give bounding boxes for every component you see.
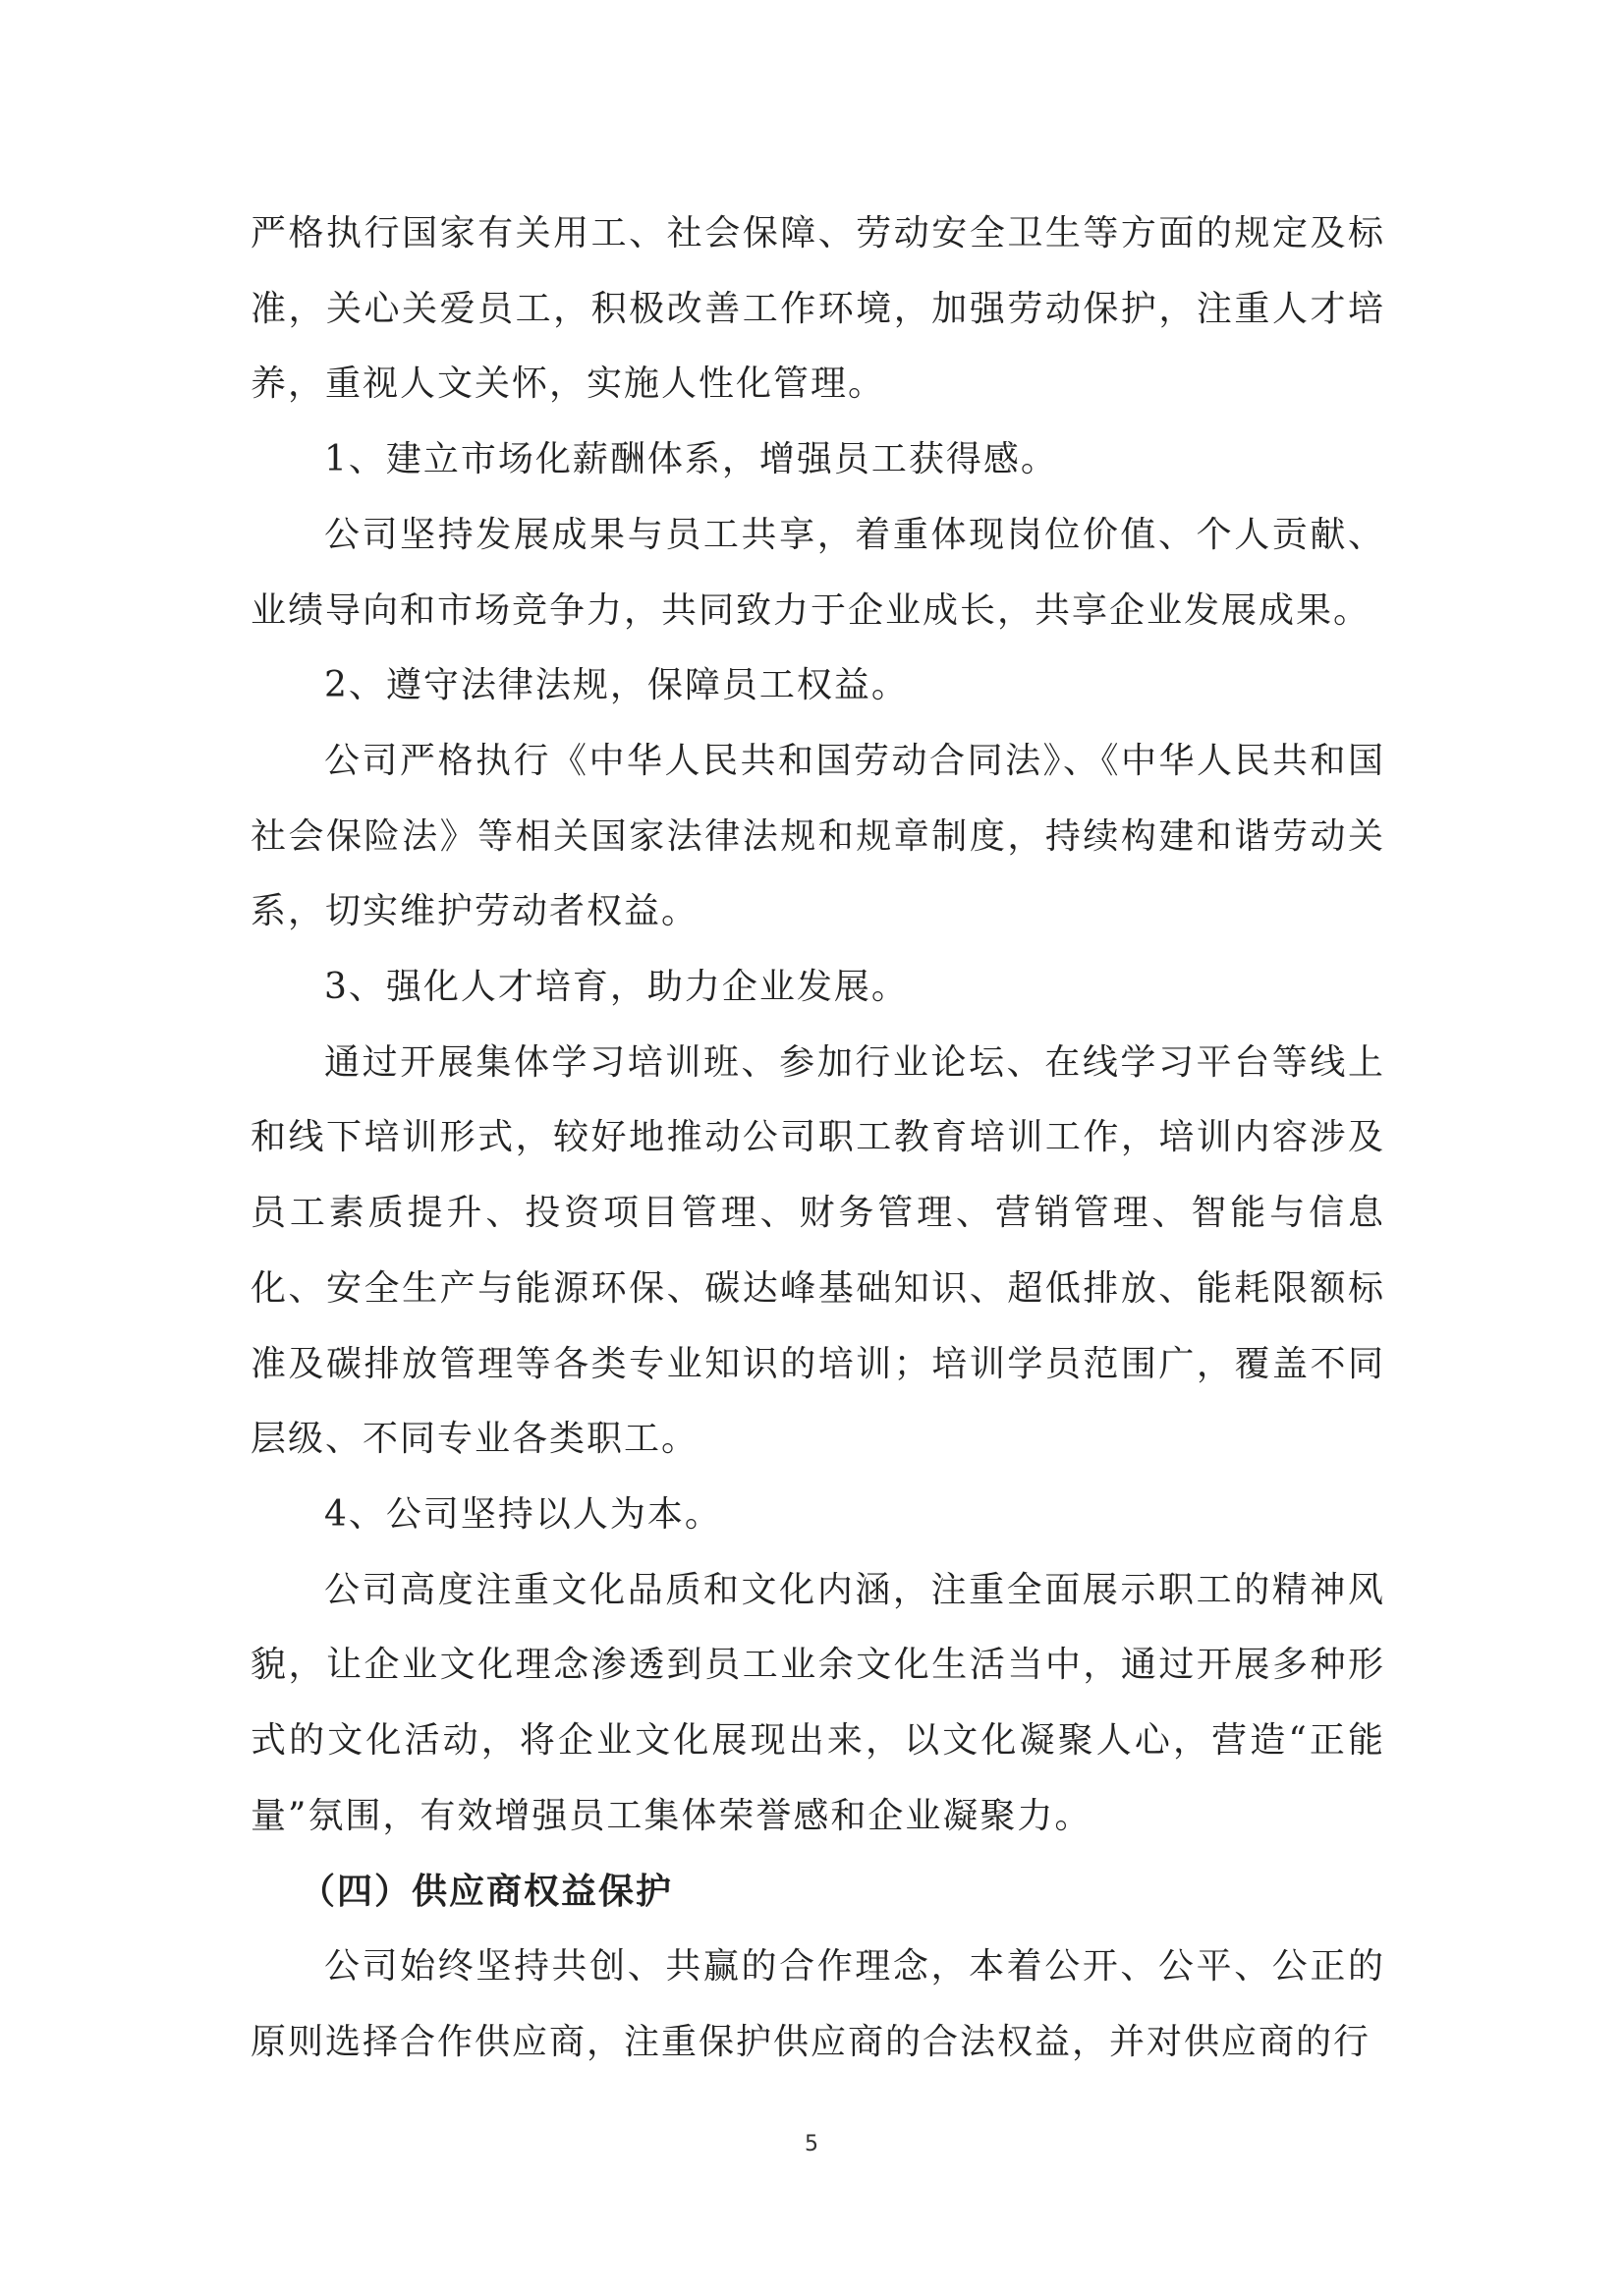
document-body bbox=[251, 196, 1385, 2081]
paragraph: 公司严格执行《中华人民共和国劳动合同法》、《中华人民共和国社会保险法》等相关国家法律法规和规章制度，持续构建和谐劳动关系，切实维护劳动者权益。 bbox=[251, 740, 1385, 932]
paragraph: 公司高度注重文化品质和文化内涵，注重全面展示职工的精神风貌，让企业文化理念渗透到员工业余文化生活当中，通过开展多种形式的文化活动，将企业文化展现出来，以文化凝聚人心，营造“正能量”氛围，有效增强员工集体荣誉感和企业凝聚力。 bbox=[251, 1569, 1385, 1836]
list-item-heading: 2、遵守法律法规，保障员工权益。 bbox=[324, 665, 909, 706]
list-item-heading: 4、公司坚持以人为本。 bbox=[324, 1493, 722, 1535]
paragraph: 公司始终坚持共创、共赢的合作理念，本着公开、公平、公正的原则选择合作供应商，注重保护供应商的合法权益，并对供应商的行 bbox=[251, 1946, 1385, 2062]
page-number: 5 bbox=[805, 2132, 818, 2156]
paragraph: 公司坚持发展成果与员工共享，着重体现岗位价值、个人贡献、业绩导向和市场竞争力，共同致力于企业成长，共享企业发展成果。 bbox=[251, 514, 1385, 631]
paragraph: 通过开展集体学习培训班、参加行业论坛、在线学习平台等线上和线下培训形式，较好地推动公司职工教育培训工作，培训内容涉及员工素质提升、投资项目管理、财务管理、营销管理、智能与信息化、安全生产与能源环保、碳达峰基础知识、超低排放、能耗限额标准及碳排放管理等各类专业知识的培训；培训学员范围广，覆盖不同层级、不同专业各类职工。 bbox=[251, 1041, 1385, 1460]
section-heading: （四）供应商权益保护 bbox=[300, 1871, 674, 1913]
list-item-heading: 1、建立市场化薪酬体系，增强员工获得感。 bbox=[324, 439, 1058, 480]
list-item-heading: 3、强化人才培育，助力企业发展。 bbox=[324, 967, 909, 1008]
paragraph-continuation: 严格执行国家有关用工、社会保障、劳动安全卫生等方面的规定及标准，关心关爱员工，积极改善工作环境，加强劳动保护，注重人才培养，重视人文关怀，实施人性化管理。 bbox=[251, 213, 1385, 405]
